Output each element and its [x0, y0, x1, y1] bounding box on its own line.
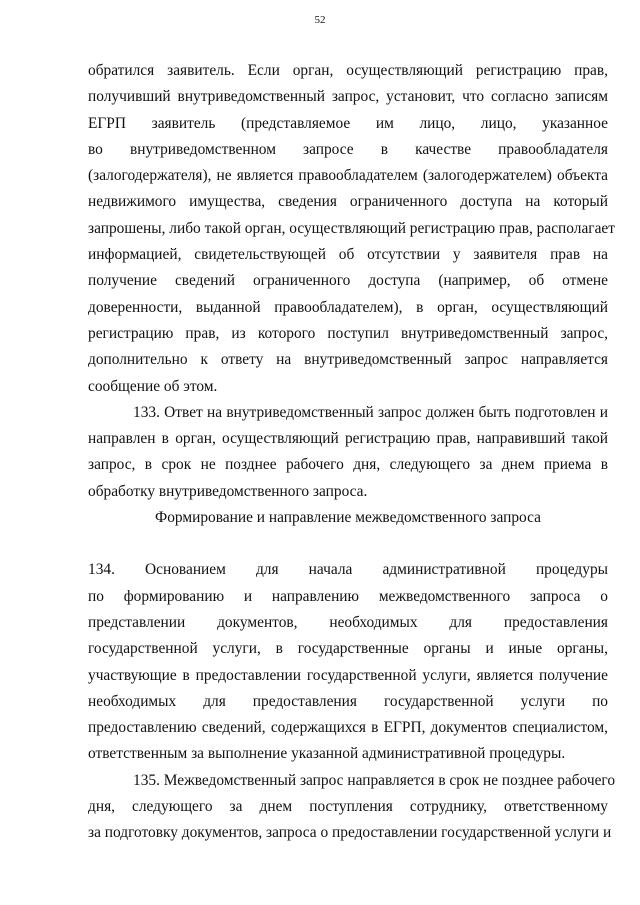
text-line: обработку внутриведомственного запроса.	[88, 482, 368, 500]
text-line: дополнительно к ответу на внутриведомственный запрос направляется	[88, 351, 608, 369]
text-line: по формированию и направлению межведомственного запроса о	[88, 587, 608, 605]
text-line: запрошены, либо такой орган, осуществляющий регистрацию прав, располагает	[88, 219, 615, 237]
section-heading: Формирование и направление межведомственного запроса	[155, 509, 541, 527]
text-line: дня, следующего за днем поступления сотруднику, ответственному	[88, 798, 608, 816]
text-line: ЕГРП заявитель (представляемое им лицо, лицо, указанное	[88, 114, 608, 132]
text-line: необходимых для предоставления государственной услуги по	[88, 692, 608, 710]
text-line: запрос, в срок не позднее рабочего дня, следующего за днем приема в	[88, 456, 608, 474]
text-line: получение сведений ограниченного доступа (например, об отмене	[88, 272, 608, 290]
text-line: 133. Ответ на внутриведомственный запрос должен быть подготовлен и	[133, 403, 608, 421]
text-line: во внутриведомственном запросе в качестве правообладателя	[88, 140, 608, 158]
text-line: предоставлению сведений, содержащихся в ЕГРП, документов специалистом,	[88, 719, 608, 737]
text-line: регистрацию прав, из которого поступил внутриведомственный запрос,	[88, 324, 608, 342]
text-line: доверенности, выданной правообладателем), в орган, осуществляющий	[88, 298, 608, 316]
text-line: сообщение об этом.	[88, 377, 218, 395]
text-line: участвующие в предоставлении государственной услуги, является получение	[88, 666, 608, 684]
text-line: государственной услуги, в государственные органы и иные органы,	[88, 640, 608, 658]
text-line: (залогодержателя), не является правообладателем (залогодержателем) объекта	[88, 167, 608, 185]
body-text	[88, 58, 616, 847]
text-line: информацией, свидетельствующей об отсутствии у заявителя прав на	[88, 246, 608, 264]
text-line: получивший внутриведомственный запрос, установит, что согласно записям	[88, 88, 608, 106]
paragraph-133	[88, 400, 608, 505]
text-line: направлен в орган, осуществляющий регистрацию прав, направивший такой	[88, 430, 608, 448]
text-line: представлении документов, необходимых для предоставления	[88, 613, 608, 631]
text-line: 134. Основанием для начала административной процедуры	[88, 561, 608, 579]
text-line: ответственным за выполнение указанной административной процедуры.	[88, 745, 566, 763]
paragraph-continued	[88, 58, 615, 400]
text-line: обратился заявитель. Если орган, осуществляющий регистрацию прав,	[88, 62, 608, 79]
paragraph-135	[88, 768, 616, 847]
text-line: за подготовку документов, запроса о предоставлении государственной услуги и	[88, 824, 612, 842]
text-line: 135. Межведомственный запрос направляется в срок не позднее рабочего	[133, 771, 616, 789]
paragraph-134	[88, 557, 608, 767]
text-line: недвижимого имущества, сведения ограниченного доступа на который	[88, 193, 608, 211]
page-number: 52	[314, 14, 326, 26]
